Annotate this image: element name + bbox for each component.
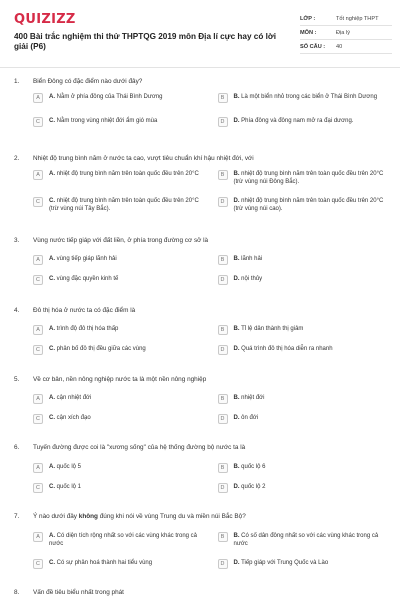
option-content: trình độ đô thị hóa thấp [56,326,119,332]
question-text: Đô thị hóa ở nước ta có đặc điểm là [33,307,136,314]
answer-options [0,326,400,355]
option-text [43,171,199,179]
option-letter-box: A [33,93,43,103]
option-letter-box: A [33,463,43,473]
question-header [0,78,400,94]
option-c[interactable] [33,118,216,127]
option-letter-box: C [33,197,43,207]
option-content: Có diện tích rộng nhất so với các vùng khác trong cả nước [49,533,198,547]
option-d[interactable] [218,198,400,213]
option-letter-box: C [33,345,43,355]
question-text: Về cơ bản, nền nông nghiệp nước ta là một nền nông nghiệp [33,376,207,383]
quizizz-logo: QUIZIZZ [14,12,76,27]
question-number: 2. [14,155,20,162]
option-text [43,256,117,264]
worksheet-header [0,0,400,72]
option-d[interactable] [218,276,400,285]
option-text [228,171,395,186]
option-d[interactable] [218,560,400,569]
question-text: Tuyến đường được coi là "xương sống" của hệ thống đường bộ nước ta là [33,444,246,451]
question-number: 5. [14,376,20,383]
answer-options [0,171,400,213]
answer-options [0,94,400,127]
option-text [43,326,118,334]
header-divider [0,67,400,68]
option-text [228,464,266,472]
option-content: Quá trình đô thị hóa diễn ra nhanh [241,346,333,352]
question-text-emphasis: không [78,513,98,520]
meta-row-count [300,40,392,54]
option-label: C. [49,346,55,352]
question-header [0,155,400,171]
option-label: D. [233,118,240,124]
option-letter-box: D [218,483,228,493]
option-a[interactable] [33,533,216,560]
option-text [43,94,163,102]
question-text: Vấn đề tiêu biểu nhất trong phát [33,589,124,596]
option-row [33,533,400,560]
option-label: A. [49,464,55,470]
option-content: phân bố đô thị đều giữa các vùng [56,346,146,352]
option-row [33,171,400,198]
option-text [228,118,354,126]
worksheet-title: 400 Bài trắc nghiệm thi thử THPTQG 2019 môn Địa lí cực hay có lời giải (P6) [14,32,277,51]
option-text [43,346,146,354]
question-header [0,513,400,533]
option-d[interactable] [218,118,400,127]
option-label: B. [233,464,240,470]
option-text [43,560,152,568]
option-letter-box: D [218,275,228,285]
option-text [228,198,395,213]
option-text [228,276,263,284]
option-label: D. [233,484,240,490]
option-a[interactable] [33,464,216,484]
option-label: D. [233,198,240,204]
question-text [33,513,400,521]
option-content: cận xích đạo [56,415,91,421]
option-content: nhiệt độ trung bình năm trên toàn quốc đều trên 20°C (trừ vùng núi cao). [233,198,384,212]
question-text: Biển Đông có đặc điểm nào dưới đây? [33,78,143,85]
option-row [33,198,400,213]
option-label: D. [233,560,240,566]
option-label: C. [49,415,55,421]
question-number: 1. [14,78,20,85]
option-text [228,326,304,334]
option-label: D. [233,346,240,352]
option-content: nội thủy [241,276,263,282]
option-text [228,94,378,102]
option-text [228,533,395,548]
option-letter-box: B [218,532,228,542]
option-a[interactable] [33,256,216,276]
option-row [33,346,400,355]
option-label: A. [49,171,55,177]
option-row [33,94,400,118]
option-label: B. [233,256,240,262]
option-text [43,118,157,126]
option-letter-box: B [218,394,228,404]
option-text [228,484,266,492]
option-c[interactable] [33,346,216,355]
option-a[interactable] [33,171,216,198]
meta-key-subject: MÔN : [300,29,317,36]
option-content: vùng tiếp giáp lãnh hải [56,256,117,262]
question-5 [0,376,400,444]
option-text [228,346,333,354]
question-header [0,237,400,256]
option-content: vùng đặc quyền kinh tế [56,276,119,282]
option-b[interactable] [218,256,400,276]
option-label: C. [49,560,55,566]
question-number: 3. [14,237,20,244]
meta-key-class: LỚP : [300,15,316,22]
option-text [228,560,329,568]
option-text [43,276,118,284]
option-b[interactable] [218,533,400,560]
option-content: cận nhiệt đới [56,395,92,401]
option-letter-box: D [218,117,228,127]
option-c[interactable] [33,198,216,213]
option-row [33,560,400,569]
question-text-part: Ý nào dưới đây [33,513,79,520]
question-7 [0,513,400,589]
option-content: Nằm trong vùng nhiệt đới ẩm gió mùa [56,118,158,124]
option-label: B. [233,395,240,401]
option-label: B. [233,171,240,177]
question-1 [0,78,400,155]
question-6 [0,444,400,513]
question-number: 8. [14,589,20,596]
option-letter-box: A [33,394,43,404]
option-content: Nằm ở phía đông của Thái Bình Dương [56,94,163,100]
option-d[interactable] [218,346,400,355]
option-text [43,533,210,548]
option-letter-box: D [218,414,228,424]
option-label: A. [49,533,55,539]
option-letter-box: B [218,325,228,335]
option-letter-box: D [218,345,228,355]
option-content: Có số dân đông nhất so với các vùng khác trong cả nước [233,533,379,547]
meta-row-subject [300,26,392,40]
question-header [0,589,400,600]
option-a[interactable] [33,395,216,415]
option-a[interactable] [33,326,216,346]
option-content: nhiệt độ trung bình năm trên toàn quốc đều trên 20°C (trừ vùng núi Tây Bắc). [49,198,199,212]
option-row [33,118,400,127]
option-text [43,198,210,213]
option-letter-box: B [218,463,228,473]
option-a[interactable] [33,94,216,118]
question-3 [0,237,400,307]
option-row [33,326,400,346]
option-text [228,395,265,403]
option-label: B. [233,326,240,332]
option-label: C. [49,484,55,490]
option-content: nhiệt độ trung bình năm trên toàn quốc đều trên 20°C [56,171,199,177]
answer-options [0,533,400,569]
question-number: 6. [14,444,20,451]
question-4 [0,307,400,376]
worksheet-meta [300,12,392,54]
option-letter-box: C [33,117,43,127]
option-b[interactable] [218,464,400,484]
option-content: quốc lộ 1 [56,484,82,490]
option-text [228,415,259,423]
option-content: lãnh hải [241,256,263,262]
question-8 [0,589,400,600]
option-row [33,464,400,484]
option-d[interactable] [218,415,400,424]
question-number: 4. [14,307,20,314]
option-letter-box: A [33,532,43,542]
option-c[interactable] [33,415,216,424]
option-label: C. [49,276,55,282]
option-content: quốc lộ 6 [241,464,266,470]
meta-key-count: SỐ CÂU : [300,43,326,50]
option-letter-box: D [218,559,228,569]
option-content: Tỉ lệ dân thành thị giảm [241,326,304,332]
meta-value-subject: Địa lý [336,29,350,36]
option-c[interactable] [33,484,216,493]
question-text: Nhiệt độ trung bình năm ở nước ta cao, vượt tiêu chuẩn khí hậu nhiệt đới, với [33,155,254,162]
option-letter-box: C [33,483,43,493]
question-header [0,376,400,395]
option-b[interactable] [218,94,400,118]
option-letter-box: C [33,414,43,424]
question-2 [0,155,400,237]
question-text: Vùng nước tiếp giáp với đất liền, ở phía trong đường cơ sở là [33,237,209,244]
option-c[interactable] [33,560,216,569]
option-letter-box: A [33,170,43,180]
option-row [33,395,400,415]
option-text [43,484,81,492]
option-content: nhiệt độ trung bình năm trên toàn quốc đều trên 20°C (trừ vùng núi Đông Bắc). [233,171,384,185]
option-label: D. [233,276,240,282]
option-content: quốc lộ 5 [56,464,82,470]
option-text [43,415,91,423]
option-c[interactable] [33,276,216,285]
option-b[interactable] [218,171,400,198]
option-label: A. [49,256,55,262]
option-text [43,464,81,472]
option-label: A. [49,326,55,332]
option-label: B. [233,533,240,539]
option-row [33,484,400,493]
question-text-part: đúng khi nói về vùng Trung du và miền núi Bắc Bộ? [97,513,246,520]
option-b[interactable] [218,395,400,415]
answer-options [0,464,400,493]
question-header [0,307,400,326]
option-content: ôn đới [241,415,259,421]
option-row [33,415,400,424]
meta-value-class: Tốt nghiệp THPT [336,15,379,22]
option-content: Tiếp giáp với Trung Quốc và Lào [241,560,329,566]
option-letter-box: A [33,325,43,335]
option-row [33,256,400,276]
option-b[interactable] [218,326,400,346]
option-label: A. [49,395,55,401]
answer-options [0,395,400,424]
option-content: quốc lộ 2 [241,484,266,490]
answer-options [0,256,400,285]
option-letter-box: A [33,255,43,265]
option-label: C. [49,118,55,124]
option-label: D. [233,415,240,421]
question-list [0,78,400,600]
option-letter-box: B [218,170,228,180]
option-letter-box: D [218,197,228,207]
option-label: A. [49,94,55,100]
option-text [228,256,263,264]
option-label: B. [233,94,240,100]
question-header [0,444,400,464]
option-content: Là một biển nhỏ trong các biển ở Thái Bình Dương [241,94,378,100]
meta-row-class [300,12,392,26]
option-row [33,276,400,285]
meta-value-count: 40 [336,43,343,50]
option-content: Có sự phân hoá thành hai tiểu vùng [56,560,153,566]
option-letter-box: B [218,255,228,265]
option-content: Phía đông và đông nam mở ra đại dương. [241,118,354,124]
option-letter-box: B [218,93,228,103]
question-number: 7. [14,513,20,520]
option-label: C. [49,198,55,204]
option-letter-box: C [33,559,43,569]
option-letter-box: C [33,275,43,285]
option-text [43,395,91,403]
option-content: nhiệt đới [241,395,265,401]
option-d[interactable] [218,484,400,493]
